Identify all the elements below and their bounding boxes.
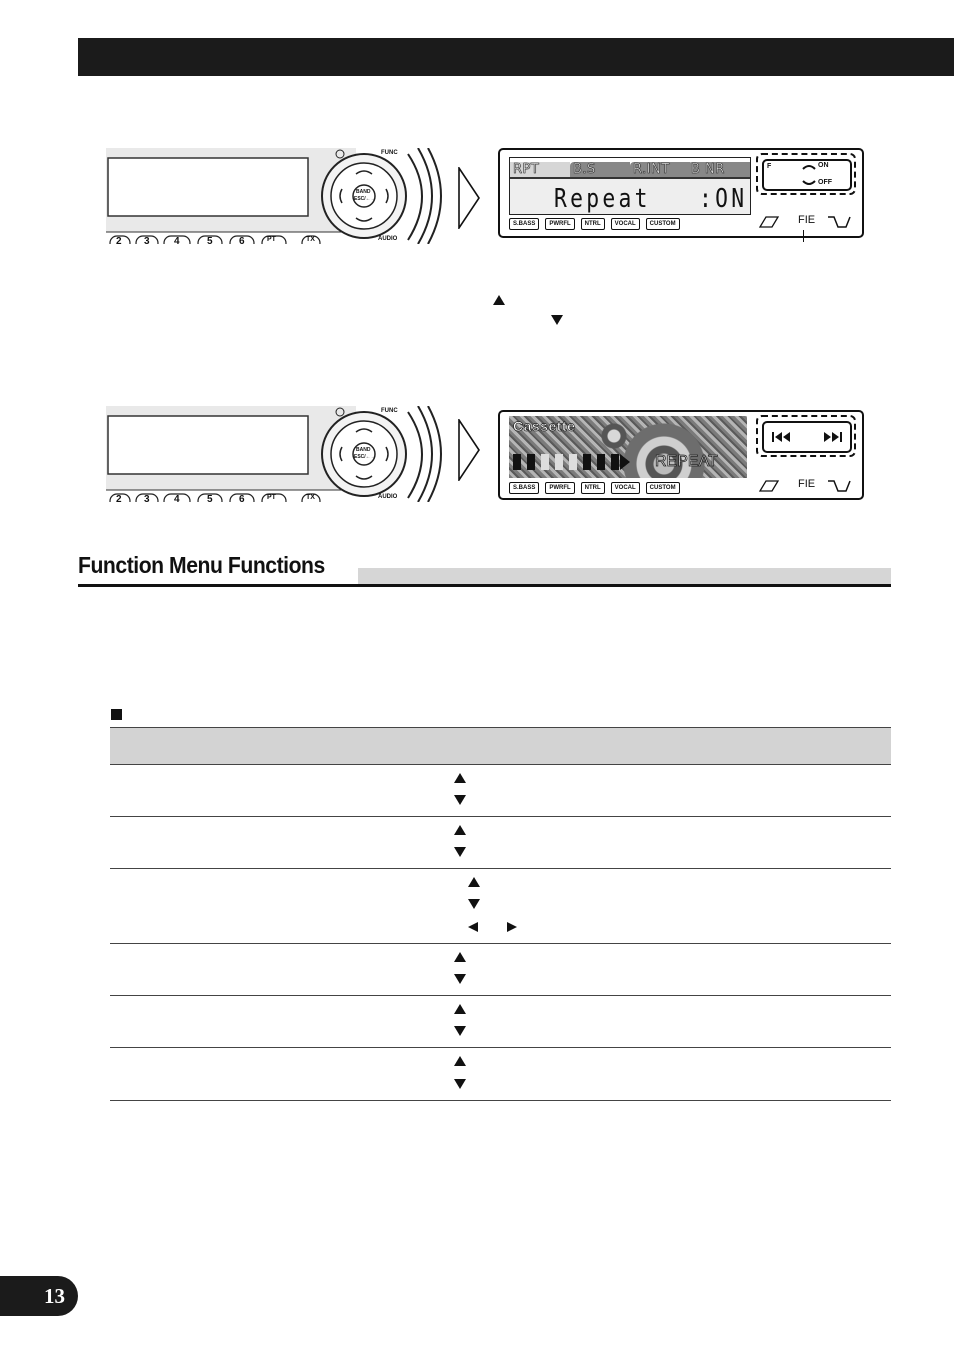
section-rule [78,584,891,587]
fie-label: FIE [798,478,816,490]
band-label: BAND [356,189,371,195]
callout-line [803,230,804,242]
display-panel-cassette [498,410,864,500]
page-number-tab [0,1276,78,1316]
eq-buttons [509,218,680,228]
display-panel-repeat [498,148,864,238]
eq-ntrl: NTRL [581,218,605,230]
fie-row [758,472,854,494]
fie-row [758,208,854,230]
table-row [110,817,891,869]
fie-label: FIE [798,214,816,226]
preset-6: 6 [239,236,245,244]
preset-6: 6 [239,494,245,502]
audio-label: AUDIO [378,494,398,500]
preset-tx: TX [306,494,315,501]
band-label: BAND [356,447,371,453]
down-arrow-icon [454,1079,466,1089]
up-arrow-icon [454,825,466,835]
down-arrow-icon [454,974,466,984]
tab-rpt: RPT [510,162,570,177]
eq-sbass: S.BASS [509,482,539,494]
eq-pwrfl: PWRFL [545,218,574,230]
preset-5: 5 [207,494,213,502]
table-row [110,1048,891,1101]
up-down-arc-icon [802,163,816,187]
esc-label: ESC/←→ [354,196,376,202]
preset-pt: PT [267,236,276,243]
lcd-main-text: Repeat :ON [554,184,748,214]
down-arrow-icon [454,1026,466,1036]
eq-vocal: VOCAL [611,482,640,494]
bullet-square-icon [111,709,122,720]
up-arrow-icon [493,295,505,305]
right-arrow-icon [507,922,517,932]
down-arrow-icon [454,847,466,857]
play-icon [620,454,630,470]
left-arrow-icon [468,922,478,932]
tab-bnr: B NR [688,162,750,177]
tab-rint: R.INT [630,162,690,177]
function-table [110,727,891,1101]
preset-4: 4 [174,494,180,502]
eq-custom: CUSTOM [646,482,680,494]
repeat-status: REPEAT [655,453,718,470]
source-title: Cassette [513,418,576,434]
audio-label: AUDIO [378,236,398,242]
previous-track-icon [772,431,792,443]
preset-2: 2 [116,494,122,502]
cassette-screen [509,416,747,478]
down-arrow-icon [551,315,563,325]
eq-custom: CUSTOM [646,218,680,230]
head-unit-illustration-1 [106,148,444,244]
on-off-key-area [756,153,856,195]
preset-5: 5 [207,236,213,244]
off-label: OFF [818,179,832,186]
head-unit-illustration-2 [106,406,444,502]
table-row [110,996,891,1048]
table-row [110,869,891,944]
preset-2: 2 [116,236,122,244]
eq-sbass: S.BASS [509,218,539,230]
up-arrow-icon [454,773,466,783]
on-label: ON [818,162,829,169]
section-rule-shade [358,568,891,584]
preset-4: 4 [174,236,180,244]
tab-bs: B.S [570,162,630,177]
lcd-screen [509,157,751,215]
f-label: F [767,163,772,170]
chevron-right-icon [458,419,480,481]
preset-tx: TX [306,236,315,243]
func-label: FUNC [381,150,398,156]
preset-pt: PT [267,494,276,501]
up-arrow-icon [454,952,466,962]
table-row [110,765,891,817]
track-key-area [756,415,856,457]
table-row [110,944,891,996]
chevron-right-icon [458,167,480,229]
up-arrow-icon [468,877,480,887]
preset-3: 3 [144,494,150,502]
up-arrow-icon [454,1004,466,1014]
eq-pwrfl: PWRFL [545,482,574,494]
preset-3: 3 [144,236,150,244]
eq-buttons [509,482,680,492]
section-title: Function Menu Functions [78,552,325,578]
next-track-icon [822,431,842,443]
header-bar [78,38,954,76]
down-arrow-icon [468,899,480,909]
eq-vocal: VOCAL [611,218,640,230]
func-label: FUNC [381,408,398,414]
eq-ntrl: NTRL [581,482,605,494]
up-arrow-icon [454,1056,466,1066]
table-header [110,727,891,765]
down-arrow-icon [454,795,466,805]
esc-label: ESC/←→ [354,454,376,460]
page-number: 13 [44,1284,65,1308]
